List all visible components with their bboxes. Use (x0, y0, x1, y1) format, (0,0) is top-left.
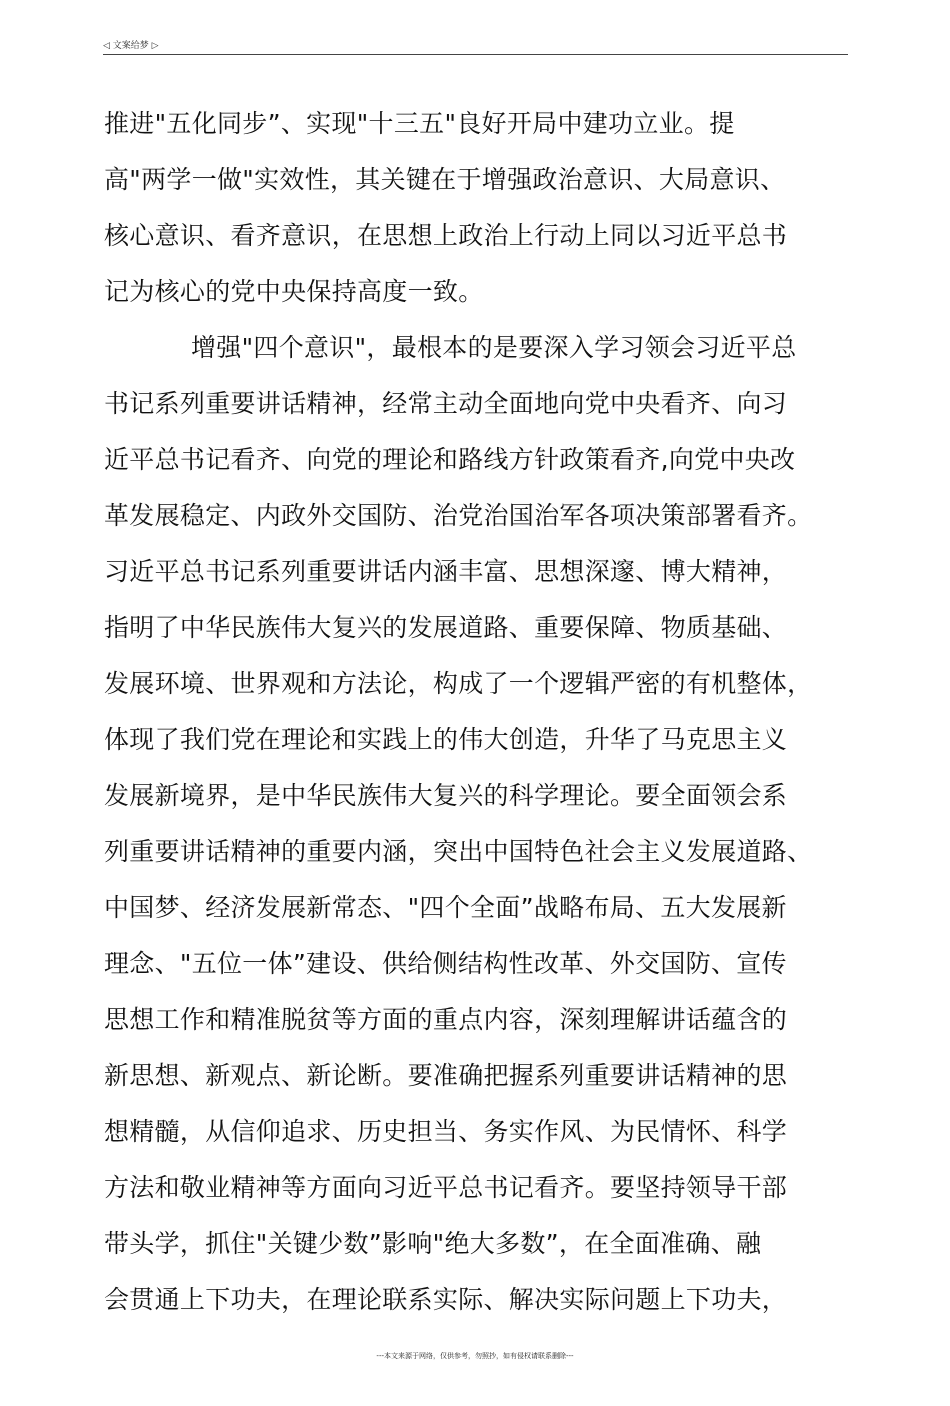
text-line: 近平总书记看齐、向党的理论和路线方针政策看齐,向党中央改 (104, 445, 796, 474)
text-line: 新思想、新观点、新论断。要准确把握系列重要讲话精神的思 (104, 1061, 788, 1090)
document-body (104, 96, 864, 1328)
text-line: 发展新境界，是中华民族伟大复兴的科学理论。要全面领会系 (104, 781, 788, 810)
text-line: 中国梦、经济发展新常态、"四个全面”战略布局、五大发展新 (104, 893, 787, 922)
text-line: 思想工作和精准脱贫等方面的重点内容，深刻理解讲话蕴含的 (104, 1005, 788, 1034)
text-line: 列重要讲话精神的重要内涵，突出中国特色社会主义发展道路、 (104, 837, 813, 866)
paragraph-first-line: 增强"四个意识"，最根本的是要深入学习领会习近平总 (191, 333, 797, 362)
text-line: 想精髓，从信仰追求、历史担当、务实作风、为民情怀、科学 (104, 1117, 788, 1146)
text-line: 记为核心的党中央保持高度一致。 (104, 277, 484, 306)
text-line: 革发展稳定、内政外交国防、治党治国治军各项决策部署看齐。 (104, 501, 813, 530)
text-line: 习近平总书记系列重要讲话内涵丰富、思想深邃、博大精神， (104, 557, 788, 586)
page-footer-disclaimer: ---本文来源于网络，仅供参考，勿照抄，如有侵权请联系删除--- (376, 1352, 574, 1360)
text-line: 书记系列重要讲话精神，经常主动全面地向党中央看齐、向习 (104, 389, 788, 418)
text-line: 高"两学一做"实效性，其关键在于增强政治意识、大局意识、 (104, 165, 786, 194)
text-line: 方法和敬业精神等方面向习近平总书记看齐。要坚持领导干部 (104, 1173, 788, 1202)
page-header: ◁ 文案给梦 ▷ (103, 41, 159, 51)
header-divider (103, 54, 848, 55)
text-line: 体现了我们党在理论和实践上的伟大创造，升华了马克思主义 (104, 725, 788, 754)
text-line: 理念、"五位一体”建设、供给侧结构性改革、外交国防、宣传 (104, 949, 787, 978)
text-line: 推进"五化同步”、实现"十三五"良好开局中建功立业。提 (104, 109, 735, 138)
text-line: 带头学，抓住"关键少数”影响"绝大多数”，在全面准确、融 (104, 1229, 762, 1258)
text-line: 会贯通上下功夫，在理论联系实际、解决实际问题上下功夫， (104, 1285, 788, 1314)
text-line: 核心意识、看齐意识，在思想上政治上行动上同以习近平总书 (104, 221, 788, 250)
text-line: 发展环境、世界观和方法论，构成了一个逻辑严密的有机整体， (104, 669, 813, 698)
text-line: 指明了中华民族伟大复兴的发展道路、重要保障、物质基础、 (104, 613, 788, 642)
